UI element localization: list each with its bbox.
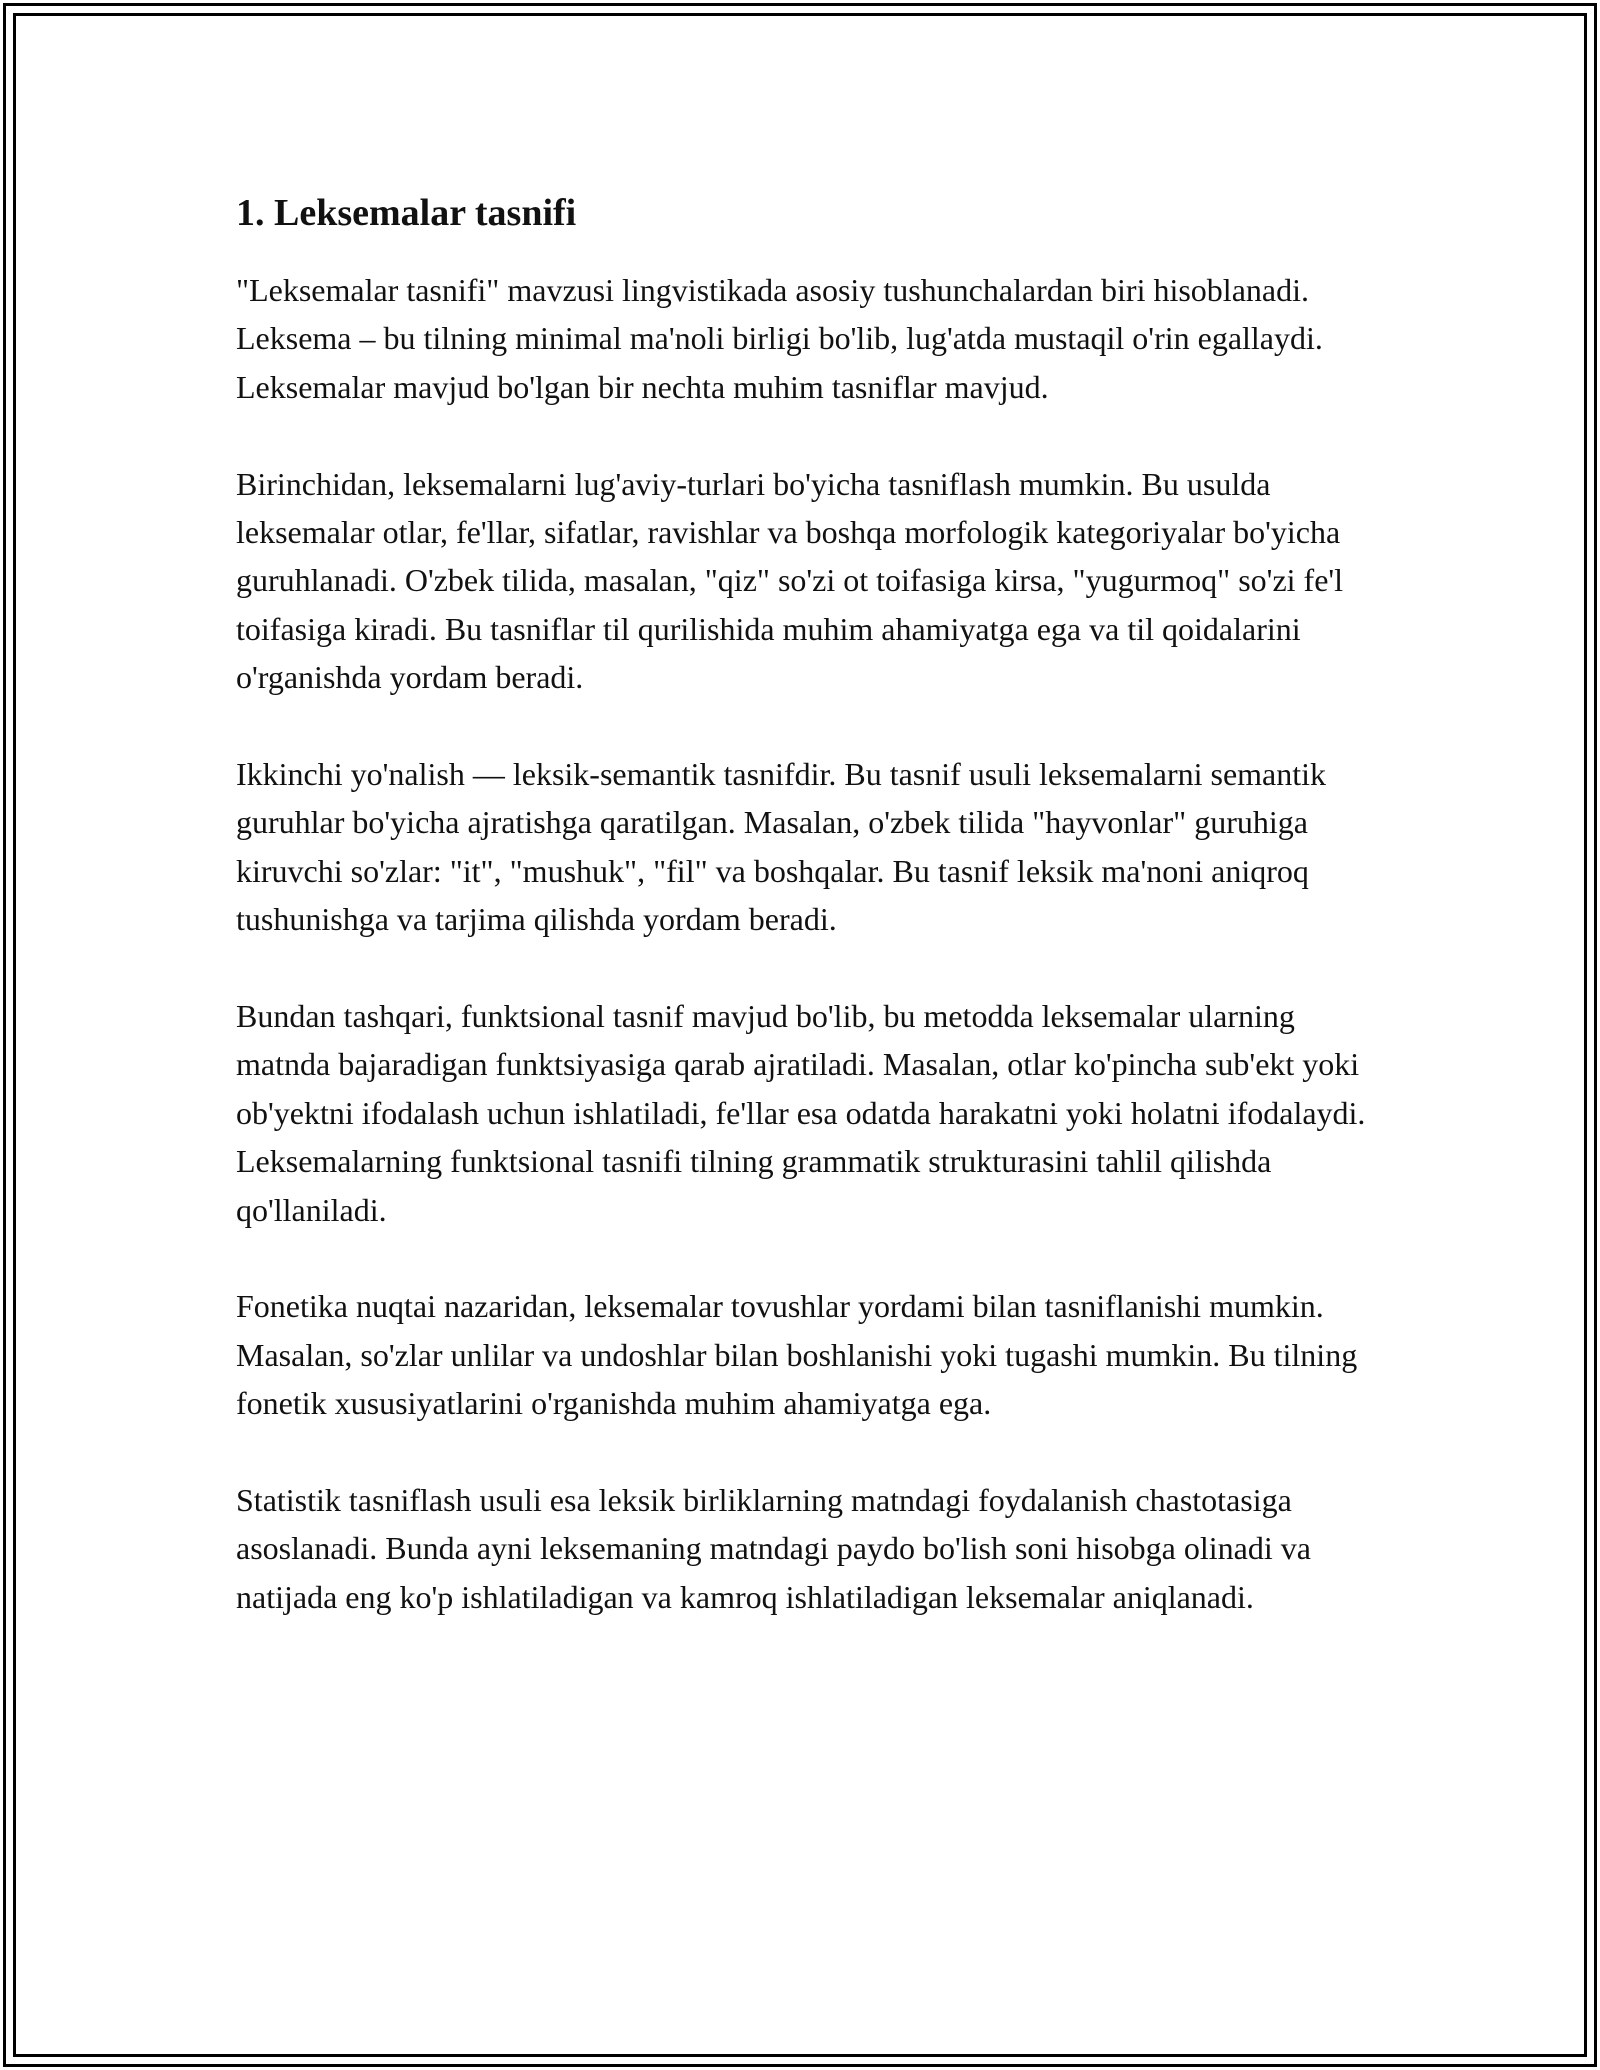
section-heading: 1. Leksemalar tasnifi [236,192,577,234]
paragraph-lexical-semantic: Ikkinchi yo'nalish — leksik-semantik tasnifdir. Bu tasnif usuli leksemalarni semantik guruhlar bo'yicha ajratishga qaratilgan. Masalan, o'zbek tilida "hayvonlar" guruhiga kiruvchi so'zlar: "it", "mushuk", "fil" va boshqalar. Bu tasnif leksik ma'noni aniqroq tushunishga va tarjima qilishda yordam beradi. [236,756,1327,938]
paragraph-intro: "Leksemalar tasnifi" mavzusi lingvistikada asosiy tushunchalardan biri hisoblanadi. Leksema – bu tilning minimal ma'noli birligi bo'lib, lug'atda mustaqil o'rin egallaydi. Leksemalar mavjud bo'lgan bir nechta muhim tasniflar mavjud. [236,272,1323,405]
paragraph-phonetic: Fonetika nuqtai nazaridan, leksemalar tovushlar yordami bilan tasniflanishi mumkin. Masalan, so'zlar unlilar va undoshlar bilan boshlanishi yoki tugashi mumkin. Bu tilning fonetik xususiyatlarini o'rganishda muhim ahamiyatga ega. [236,1288,1358,1422]
paragraph-statistical: Statistik tasniflash usuli esa leksik birliklarning matndagi foydalanish chastotasiga asoslanadi. Bunda ayni leksemaning matndagi paydo bo'lish soni hisobga olinadi va natijada eng ko'p ishlatiladigan va kamroq ishlatiladigan leksemalar aniqlanadi. [236,1482,1311,1615]
paragraph-lexical-types: Birinchidan, leksemalarni lug'aviy-turlari bo'yicha tasniflash mumkin. Bu usulda leksemalar otlar, fe'llar, sifatlar, ravishlar va boshqa morfologik kategoriyalar bo'yicha guruhlanadi. O'zbek tilida, masalan, "qiz" so'zi ot toifasiga kirsa, "yugurmoq" so'zi fe'l toifasiga kiradi. Bu tasniflar til qurilishida muhim ahamiyatga ega va til qoidalarini o'rganishda yordam beradi. [236,465,1344,696]
paragraph-functional: Bundan tashqari, funktsional tasnif mavjud bo'lib, bu metodda leksemalar ularning matnda bajaradigan funktsiyasiga qarab ajratiladi. Masalan, otlar ko'pincha sub'ekt yoki ob'yektni ifodalash uchun ishlatiladi, fe'llar esa odatda harakatni yoki holatni ifodalaydi. Leksemalarning funktsional tasnifi tilning grammatik strukturasini tahlil qilishda qo'llaniladi. [236,998,1366,1228]
document-body [236,190,1376,1670]
